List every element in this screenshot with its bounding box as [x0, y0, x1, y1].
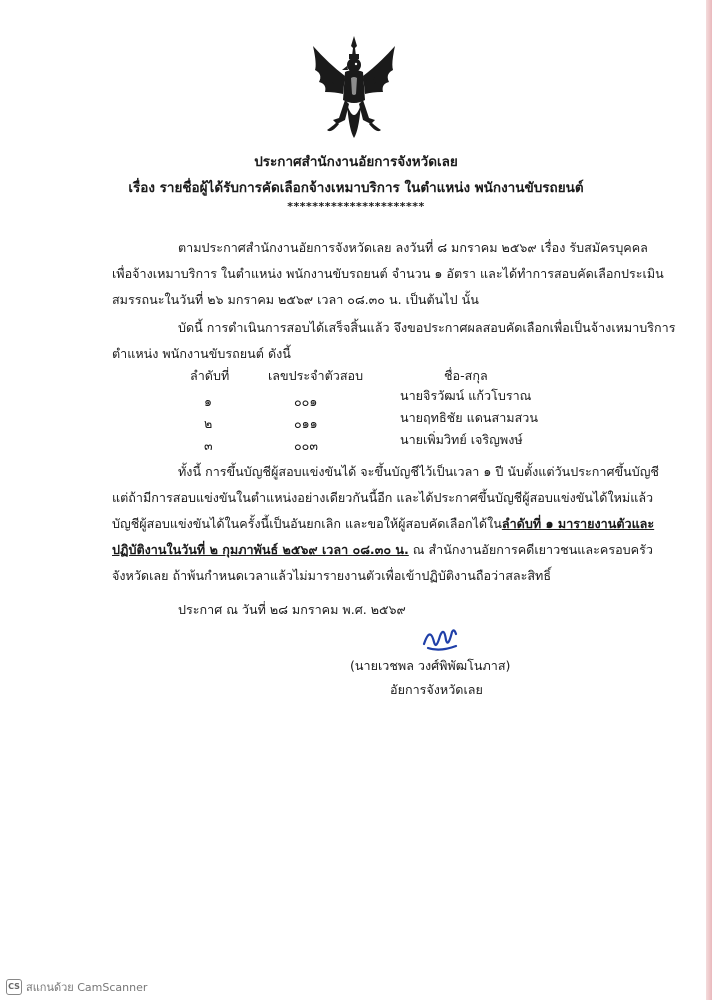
paragraph-1-line-2: เพื่อจ้างเหมาบริการ ในตำแหน่ง พนักงานขับรถยนต์ จำนวน ๑ อัตรา และได้ทำการสอบคัดเลือกประเมิน [112, 266, 664, 281]
signature-icon [420, 622, 460, 656]
paragraph-3-line-5: จังหวัดเลย ถ้าพ้นกำหนดเวลาแล้วไม่มารายงานตัวเพื่อเข้าปฏิบัติงานถือว่าสละสิทธิ์ [112, 568, 552, 583]
announcement-subject: เรื่อง รายชื่อผู้ได้รับการคัดเลือกจ้างเหมาบริการ ในตำแหน่ง พนักงานขับรถยนต์ [128, 180, 584, 196]
row-3-number: ๓ [204, 438, 213, 453]
row-2-name: นายฤทธิชัย แดนสามสวน [400, 410, 538, 425]
row-1-name: นายจิรวัฒน์ แก้วโบราณ [400, 388, 532, 403]
paragraph-3-line-4-text: ณ สำนักงานอัยการคดีเยาวชนและครอบครัว [408, 542, 653, 557]
paragraph-1-line-1: ตามประกาศสำนักงานอัยการจังหวัดเลย ลงวันที่ ๘ มกราคม ๒๕๖๙ เรื่อง รับสมัครบุคคล [178, 240, 648, 255]
camscanner-icon: CS [6, 979, 22, 995]
separator: ********************** [287, 200, 425, 213]
table-header-name: ชื่อ-สกุล [444, 368, 488, 383]
row-1-exam-id: ๐๐๑ [294, 394, 318, 409]
paragraph-2-line-1: บัดนี้ การดำเนินการสอบได้เสร็จสิ้นแล้ว จึงขอประกาศผลสอบคัดเลือกเพื่อเป็นจ้างเหมาบริการ [178, 320, 676, 335]
paragraph-3-line-4-emphasis: ปฏิบัติงานในวันที่ ๒ กุมภาพันธ์ ๒๕๖๙ เวลา ๐๘.๓๐ น. [112, 542, 409, 557]
table-header-exam-id: เลขประจำตัวสอบ [268, 368, 364, 383]
scanner-text: สแกนด้วย CamScanner [26, 981, 148, 994]
paragraph-1-line-3: สมรรถนะในวันที่ ๒๖ มกราคม ๒๕๖๙ เวลา ๐๘.๓๐ น. เป็นต้นไป นั้น [112, 292, 479, 307]
garuda-emblem-icon [309, 34, 399, 146]
paragraph-3-line-3-emphasis: ลำดับที่ ๑ มารายงานตัวและ [501, 516, 655, 531]
signer-name: (นายเวชพล วงศ์พิพัฒโนภาส) [350, 658, 511, 673]
announcement-date: ประกาศ ณ วันที่ ๒๘ มกราคม พ.ศ. ๒๕๖๙ [178, 602, 406, 617]
row-3-name: นายเพิ่มวิทย์ เจริญพงษ์ [400, 432, 523, 447]
paragraph-2-line-2: ตำแหน่ง พนักงานขับรถยนต์ ดังนี้ [112, 346, 291, 361]
paragraph-3-line-3 [112, 514, 654, 534]
row-3-exam-id: ๐๐๓ [294, 438, 318, 453]
paragraph-3-line-1: ทั้งนี้ การขึ้นบัญชีผู้สอบแข่งขันได้ จะขึ้นบัญชีไว้เป็นเวลา ๑ ปี นับตั้งแต่วันประกาศขึ้นบัญชี [178, 464, 659, 479]
row-2-exam-id: ๐๑๑ [294, 416, 318, 431]
signer-position: อัยการจังหวัดเลย [390, 682, 483, 697]
row-1-number: ๑ [204, 394, 212, 409]
paragraph-3-line-2: แต่ถ้ามีการสอบแข่งขันในตำแหน่งอย่างเดียวกันนี้อีก และได้ประกาศขึ้นบัญชีผู้สอบแข่งขันได้ใหม่แล้ว [112, 490, 654, 505]
paragraph-3-line-3-text: บัญชีผู้สอบแข่งขันได้ในครั้งนี้เป็นอันยกเลิก และขอให้ผู้สอบคัดเลือกได้ใน [112, 516, 502, 531]
scanner-watermark [6, 978, 147, 996]
announcement-title: ประกาศสำนักงานอัยการจังหวัดเลย [254, 154, 458, 170]
table-header-number: ลำดับที่ [190, 368, 230, 383]
paragraph-3-line-4 [112, 540, 653, 560]
row-2-number: ๒ [204, 416, 213, 431]
